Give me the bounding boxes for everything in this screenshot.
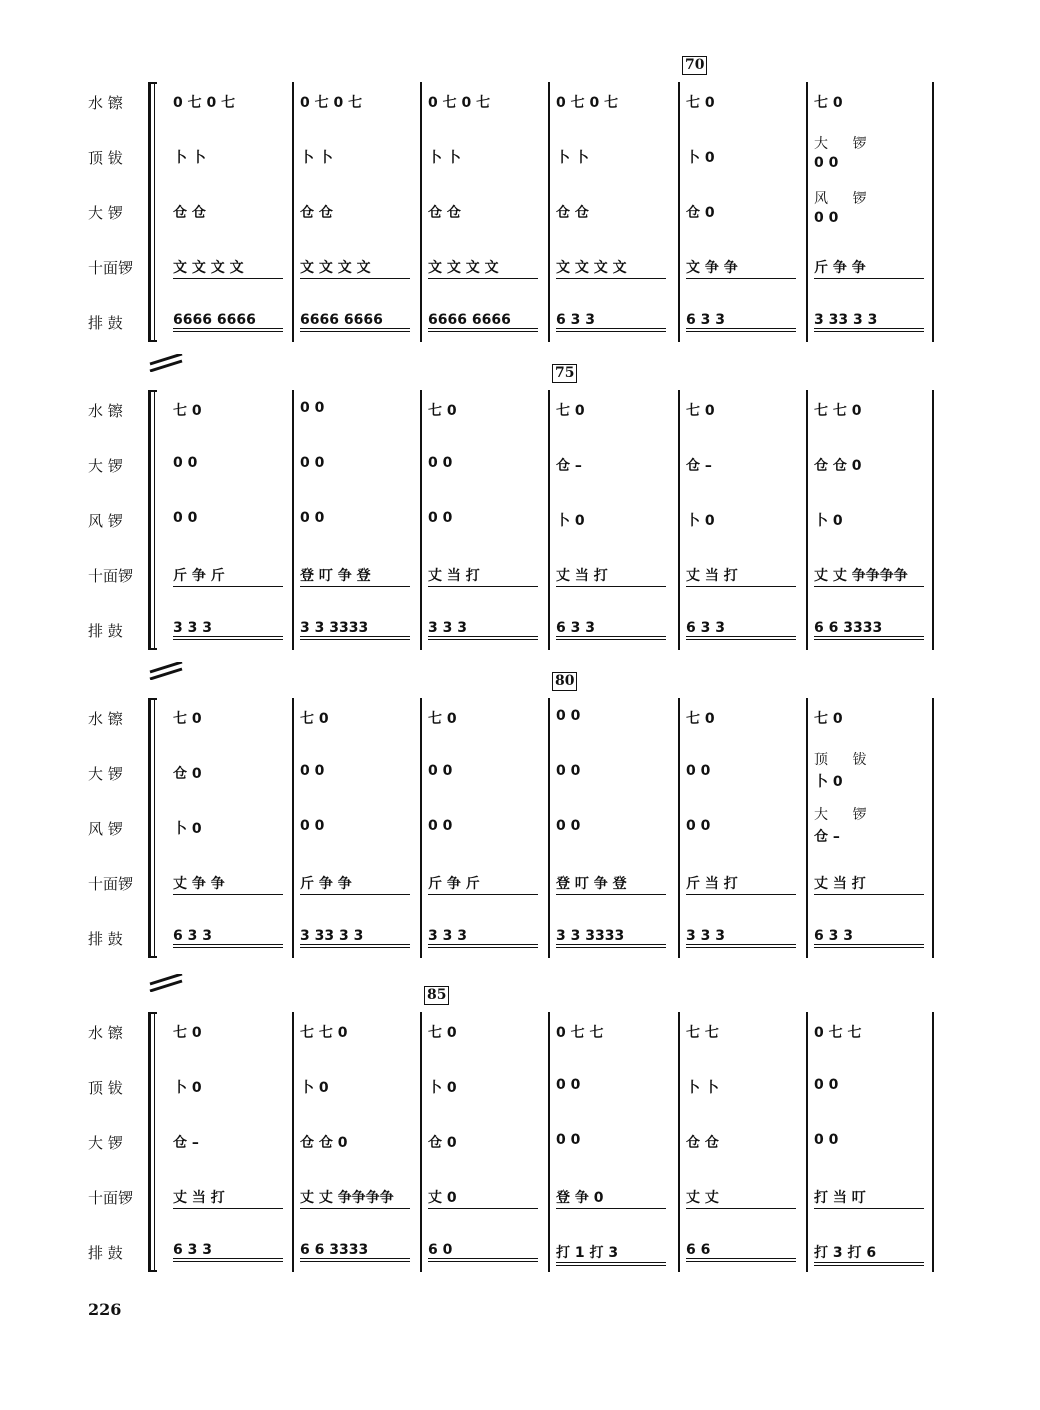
note-cell: 0 0 (428, 510, 453, 526)
note-cell: 3 3 3 (686, 928, 796, 948)
note-cell: 丈 争 争 (173, 873, 283, 895)
note-cell: 0 0 (556, 763, 581, 779)
note-cell: 卜 0 (428, 1080, 457, 1096)
system-bracket-inner (154, 698, 155, 958)
note-cell: 仓 0 (173, 766, 202, 782)
barline (678, 390, 680, 650)
note-cell: 七 0 (686, 403, 715, 419)
note-cell: 0 0 (428, 818, 453, 834)
system-bracket-inner (154, 390, 155, 650)
instrument-label: 十面锣 (88, 1189, 134, 1207)
note-cell: 七 0 (428, 1025, 457, 1041)
note-cell: 0 0 (814, 155, 839, 171)
note-cell: 0 0 (300, 510, 325, 526)
note-cell: 七 七 0 (814, 403, 862, 419)
note-cell: 卜 0 (814, 774, 843, 790)
note-cell: 6666 6666 (173, 312, 283, 332)
note-cell: 仓 仓 (686, 1135, 719, 1151)
note-cell: 丈 0 (428, 1187, 538, 1209)
barline (678, 82, 680, 342)
note-cell: 丈 当 打 (556, 565, 666, 587)
note-cell: 卜 0 (686, 150, 715, 166)
barline (806, 82, 808, 342)
page-number: 226 (88, 1300, 122, 1319)
note-cell: 3 3 3333 (300, 620, 410, 640)
note-cell: 七 0 (173, 711, 202, 727)
system-break-mark (148, 662, 186, 680)
note-cell: 3 33 3 3 (300, 928, 410, 948)
instrument-sublabel: 风 锣 (814, 191, 877, 207)
note-cell: 丈 当 打 (428, 565, 538, 587)
note-cell: 丈 当 打 (686, 565, 796, 587)
note-cell: 卜 卜 (300, 150, 333, 166)
instrument-label: 水 镲 (88, 710, 123, 728)
note-cell: 0 0 (300, 455, 325, 471)
bracket-cap (148, 956, 157, 958)
barline (420, 698, 422, 958)
instrument-label: 顶 钹 (88, 1079, 123, 1097)
note-cell: 卜 0 (300, 1080, 329, 1096)
note-cell: 七 七 (686, 1025, 719, 1041)
note-cell: 卜 0 (686, 513, 715, 529)
instrument-sublabel: 大 锣 (814, 136, 877, 152)
instrument-label: 排 鼓 (88, 314, 123, 332)
note-cell: 七 0 (428, 711, 457, 727)
barline (292, 82, 294, 342)
note-cell: 七 0 (300, 711, 329, 727)
barline (678, 698, 680, 958)
note-cell: 文 文 文 文 (300, 257, 410, 279)
note-cell: 3 3 3 (173, 620, 283, 640)
note-cell: 七 0 (173, 403, 202, 419)
note-cell: 文 争 争 (686, 257, 796, 279)
rehearsal-mark: 75 (552, 364, 577, 383)
note-cell: 卜 卜 (556, 150, 589, 166)
barline (806, 1012, 808, 1272)
note-cell: 0 0 (556, 1077, 581, 1093)
note-cell: 0 七 0 七 (300, 95, 363, 111)
note-cell: 仓 仓 (173, 205, 206, 221)
note-cell: 仓 仓 (428, 205, 461, 221)
barline (932, 698, 934, 958)
barline (548, 1012, 550, 1272)
note-cell: 6 3 3 (686, 312, 796, 332)
note-cell: 七 0 (428, 403, 457, 419)
rehearsal-mark: 80 (552, 672, 577, 691)
instrument-label: 十面锣 (88, 259, 134, 277)
instrument-label: 顶 钹 (88, 149, 123, 167)
barline (420, 1012, 422, 1272)
bracket-cap (148, 1012, 157, 1014)
instrument-label: 水 镲 (88, 94, 123, 112)
bracket-cap (148, 390, 157, 392)
note-cell: 0 0 (428, 763, 453, 779)
barline (420, 82, 422, 342)
note-cell: 0 0 (300, 400, 325, 416)
instrument-label: 排 鼓 (88, 930, 123, 948)
note-cell: 3 3 3 (428, 928, 538, 948)
system-bracket-inner (154, 1012, 155, 1272)
note-cell: 仓 仓 (300, 205, 333, 221)
note-cell: 3 33 3 3 (814, 312, 924, 332)
note-cell: 打 当 叮 (814, 1187, 924, 1209)
note-cell: 丈 当 打 (814, 873, 924, 895)
note-cell: 七 0 (686, 95, 715, 111)
barline (932, 390, 934, 650)
note-cell: 0 0 (173, 455, 198, 471)
note-cell: 0 0 (556, 818, 581, 834)
note-cell: 仓 仓 0 (814, 458, 862, 474)
instrument-label: 十面锣 (88, 875, 134, 893)
barline (548, 390, 550, 650)
note-cell: 登 争 0 (556, 1187, 666, 1209)
note-cell: 0 0 (814, 1132, 839, 1148)
instrument-label: 大 锣 (88, 1134, 123, 1152)
note-cell: 仓 – (686, 458, 712, 474)
instrument-label: 排 鼓 (88, 622, 123, 640)
instrument-label: 大 锣 (88, 457, 123, 475)
note-cell: 3 3 3 (428, 620, 538, 640)
note-cell: 斤 争 争 (300, 873, 410, 895)
note-cell: 七 0 (814, 95, 843, 111)
note-cell: 0 0 (300, 818, 325, 834)
note-cell: 仓 仓 (556, 205, 589, 221)
barline (932, 82, 934, 342)
note-cell: 丈 丈 (686, 1187, 796, 1209)
rehearsal-mark: 85 (424, 986, 449, 1005)
barline (806, 390, 808, 650)
note-cell: 0 七 0 七 (556, 95, 619, 111)
note-cell: 6 3 3 (173, 928, 283, 948)
note-cell: 6666 6666 (300, 312, 410, 332)
note-cell: 打 3 打 6 (814, 1242, 924, 1266)
note-cell: 0 0 (556, 1132, 581, 1148)
note-cell: 0 0 (428, 455, 453, 471)
barline (292, 390, 294, 650)
note-cell: 仓 – (173, 1135, 199, 1151)
note-cell: 丈 当 打 (173, 1187, 283, 1209)
note-cell: 文 文 文 文 (428, 257, 538, 279)
note-cell: 0 0 (173, 510, 198, 526)
instrument-label: 风 锣 (88, 512, 123, 530)
system-bracket-inner (154, 82, 155, 342)
note-cell: 0 0 (556, 708, 581, 724)
note-cell: 文 文 文 文 (173, 257, 283, 279)
note-cell: 文 文 文 文 (556, 257, 666, 279)
barline (548, 82, 550, 342)
note-cell: 6 3 3 (686, 620, 796, 640)
note-cell: 6 3 3 (173, 1242, 283, 1262)
note-cell: 6 3 3 (556, 312, 666, 332)
note-cell: 仓 – (556, 458, 582, 474)
note-cell: 卜 0 (556, 513, 585, 529)
instrument-label: 水 镲 (88, 402, 123, 420)
bracket-cap (148, 648, 157, 650)
instrument-sublabel: 大 锣 (814, 807, 877, 823)
note-cell: 6 6 3333 (814, 620, 924, 640)
note-cell: 6 6 (686, 1242, 796, 1262)
note-cell: 斤 争 斤 (428, 873, 538, 895)
bracket-cap (148, 340, 157, 342)
barline (420, 390, 422, 650)
note-cell: 仓 – (814, 829, 840, 845)
instrument-sublabel: 顶 钹 (814, 752, 877, 768)
note-cell: 6 0 (428, 1242, 538, 1262)
instrument-label: 排 鼓 (88, 1244, 123, 1262)
note-cell: 仓 仓 0 (300, 1135, 348, 1151)
barline (678, 1012, 680, 1272)
note-cell: 卜 0 (173, 1080, 202, 1096)
instrument-label: 十面锣 (88, 567, 134, 585)
note-cell: 6 3 3 (556, 620, 666, 640)
bracket-cap (148, 1270, 157, 1272)
note-cell: 斤 当 打 (686, 873, 796, 895)
note-cell: 0 七 0 七 (428, 95, 491, 111)
note-cell: 卜 卜 (173, 150, 206, 166)
barline (292, 1012, 294, 1272)
note-cell: 0 七 0 七 (173, 95, 236, 111)
note-cell: 七 0 (556, 403, 585, 419)
instrument-label: 风 锣 (88, 820, 123, 838)
note-cell: 0 0 (814, 210, 839, 226)
note-cell: 登 叮 争 登 (556, 873, 666, 895)
note-cell: 6 3 3 (814, 928, 924, 948)
barline (932, 1012, 934, 1272)
note-cell: 卜 卜 (428, 150, 461, 166)
barline (548, 698, 550, 958)
note-cell: 七 0 (686, 711, 715, 727)
note-cell: 6666 6666 (428, 312, 538, 332)
note-cell: 丈 丈 争争争争 (300, 1187, 410, 1209)
note-cell: 斤 争 争 (814, 257, 924, 279)
note-cell: 3 3 3333 (556, 928, 666, 948)
note-cell: 0 七 七 (556, 1025, 604, 1041)
barline (806, 698, 808, 958)
rehearsal-mark: 70 (682, 56, 707, 75)
system-break-mark (148, 974, 186, 992)
note-cell: 卜 0 (173, 821, 202, 837)
system-break-mark (148, 354, 186, 372)
note-cell: 0 0 (300, 763, 325, 779)
note-cell: 登 叮 争 登 (300, 565, 410, 587)
note-cell: 卜 卜 (686, 1080, 719, 1096)
instrument-label: 大 锣 (88, 765, 123, 783)
note-cell: 打 1 打 3 (556, 1242, 666, 1266)
note-cell: 6 6 3333 (300, 1242, 410, 1262)
note-cell: 七 0 (814, 711, 843, 727)
note-cell: 0 0 (686, 763, 711, 779)
note-cell: 斤 争 斤 (173, 565, 283, 587)
instrument-label: 水 镲 (88, 1024, 123, 1042)
note-cell: 0 0 (686, 818, 711, 834)
note-cell: 七 七 0 (300, 1025, 348, 1041)
bracket-cap (148, 698, 157, 700)
note-cell: 0 七 七 (814, 1025, 862, 1041)
note-cell: 仓 0 (428, 1135, 457, 1151)
note-cell: 仓 0 (686, 205, 715, 221)
instrument-label: 大 锣 (88, 204, 123, 222)
note-cell: 七 0 (173, 1025, 202, 1041)
bracket-cap (148, 82, 157, 84)
barline (292, 698, 294, 958)
note-cell: 卜 0 (814, 513, 843, 529)
note-cell: 0 0 (814, 1077, 839, 1093)
note-cell: 丈 丈 争争争争 (814, 565, 924, 587)
